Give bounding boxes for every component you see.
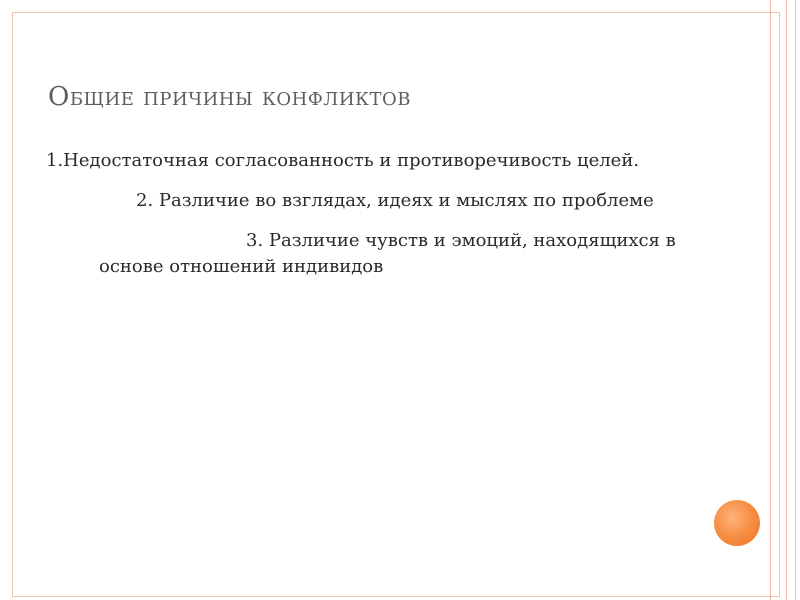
list-item: 3. Различие чувств и эмоций, находящихся в основе отношений индивидов [99, 230, 676, 277]
list-item: 1.Недостаточная согласованность и противоречивость целей. [46, 150, 640, 171]
list-item: 2. Различие во взглядах, идеях и мыслях по проблеме [136, 190, 654, 211]
orange-circle-decoration [714, 500, 760, 546]
right-border-band [780, 0, 800, 600]
right-border-line [795, 0, 796, 600]
slide-title: Общие причины конфликтов [48, 82, 411, 112]
slide-body [46, 148, 706, 294]
right-border-line [770, 0, 771, 600]
right-border-line [786, 0, 787, 600]
